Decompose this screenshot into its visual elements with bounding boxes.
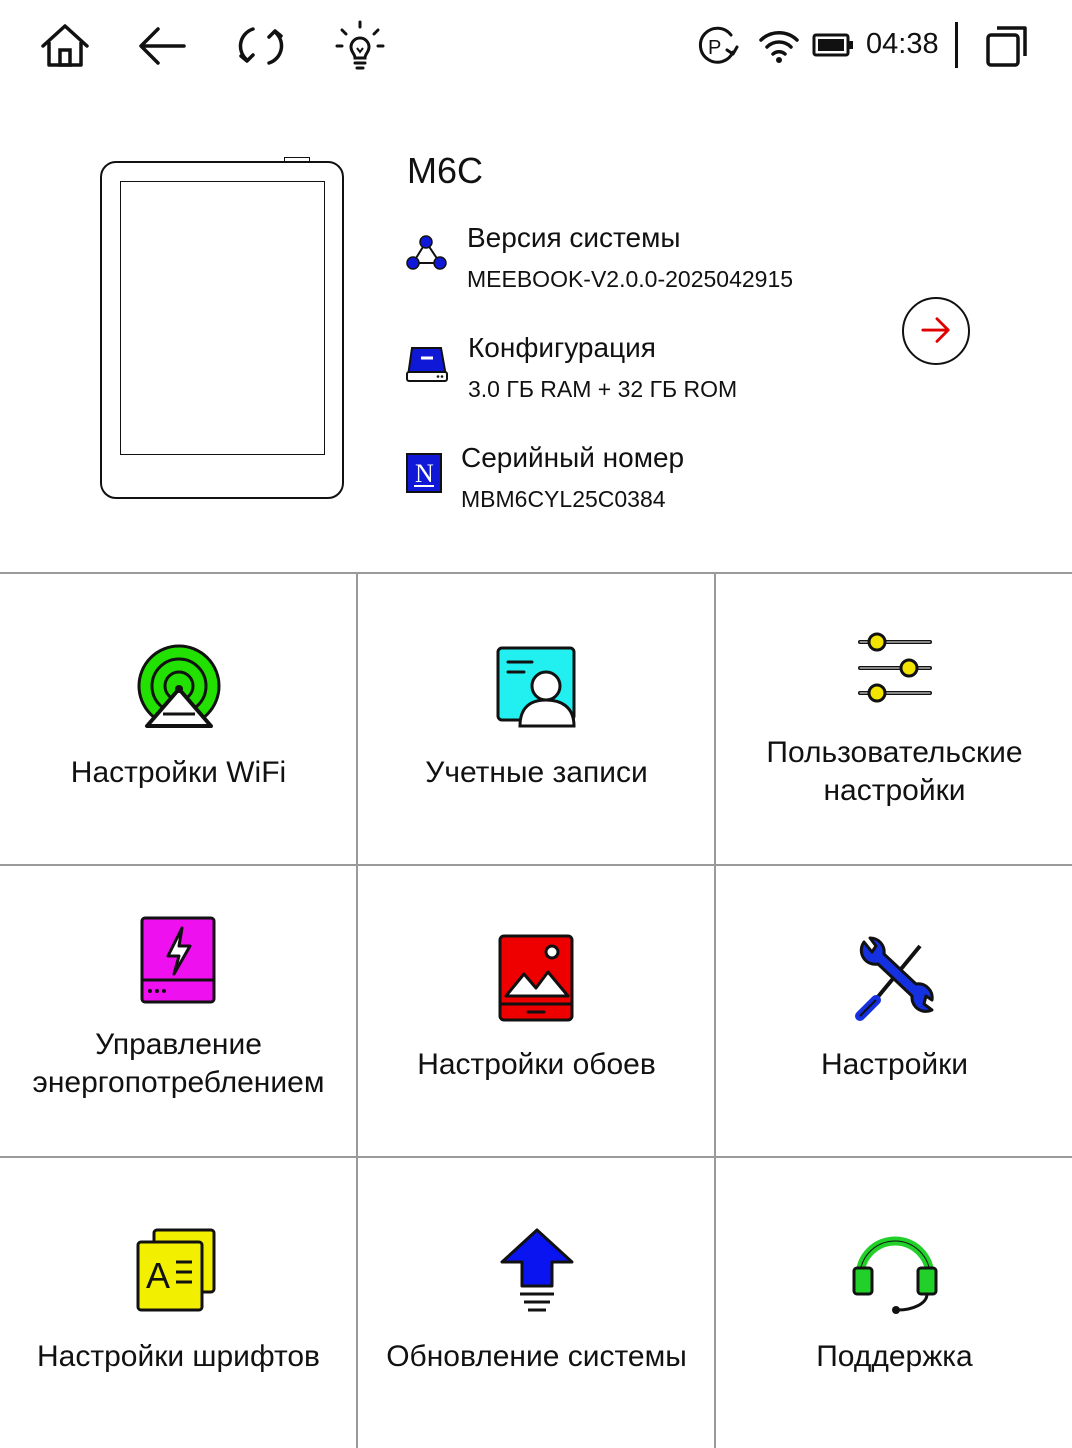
wifi-icon (757, 24, 801, 68)
wallpaper-icon (492, 932, 582, 1022)
tile-label: Настройки WiFi (70, 756, 287, 789)
home-icon[interactable] (37, 18, 93, 74)
tile-user-settings[interactable] (716, 574, 1072, 864)
arrow-right-icon (904, 299, 968, 363)
tile-font-settings[interactable] (0, 1158, 357, 1448)
device-details-button[interactable] (902, 297, 970, 365)
multitask-icon[interactable] (983, 22, 1031, 70)
light-bulb-icon[interactable] (332, 18, 388, 74)
tile-support[interactable] (716, 1158, 1072, 1448)
wifi-antenna-icon (134, 642, 224, 732)
back-arrow-icon[interactable] (134, 18, 190, 74)
serial-number-icon (405, 452, 443, 494)
svg-text:P: P (708, 37, 722, 59)
account-card-icon (492, 642, 582, 732)
tile-label: Пользовательские настройки (766, 736, 1023, 807)
tile-system-update[interactable] (358, 1158, 715, 1448)
power-mode-icon[interactable] (693, 22, 741, 70)
tile-settings[interactable] (716, 866, 1072, 1156)
tile-label: Настройки (820, 1048, 969, 1081)
tile-label: Управление энергопотреблением (32, 1028, 325, 1099)
tile-accounts[interactable] (358, 574, 715, 864)
tile-wifi-settings[interactable] (0, 574, 357, 864)
battery-icon (812, 31, 854, 59)
system-version-icon (404, 232, 448, 276)
refresh-icon[interactable] (233, 18, 289, 74)
tile-label: Настройки шрифтов (37, 1340, 320, 1373)
serial-label: Серийный номер (461, 442, 685, 473)
config-label: Конфигурация (468, 332, 656, 363)
config-value: 3.0 ГБ RAM + 32 ГБ ROM (468, 376, 738, 402)
font-icon (134, 1226, 224, 1316)
sliders-icon (850, 626, 940, 716)
status-divider (955, 22, 958, 68)
device-screen (120, 181, 325, 455)
svg-text:A: A (145, 1255, 170, 1296)
tile-label: Обновление системы (386, 1340, 687, 1373)
svg-text:N: N (415, 459, 434, 488)
tile-label: Настройки обоев (417, 1048, 656, 1081)
tile-power-management[interactable] (0, 866, 357, 1156)
tile-label: Учетные записи (425, 756, 648, 789)
storage-icon (405, 342, 449, 386)
headset-icon (850, 1230, 940, 1320)
clock: 04:38 (866, 28, 939, 60)
system-version-label: Версия системы (467, 222, 681, 253)
tile-label: Поддержка (816, 1340, 973, 1373)
device-model: M6C (407, 150, 484, 191)
system-version-value: MEEBOOK-V2.0.0-2025042915 (467, 266, 794, 292)
power-bank-icon (134, 914, 224, 1004)
tools-icon (850, 934, 940, 1024)
serial-value: MBM6CYL25C0384 (461, 486, 666, 512)
tile-wallpaper-settings[interactable] (358, 866, 715, 1156)
upload-arrow-icon (492, 1226, 582, 1316)
